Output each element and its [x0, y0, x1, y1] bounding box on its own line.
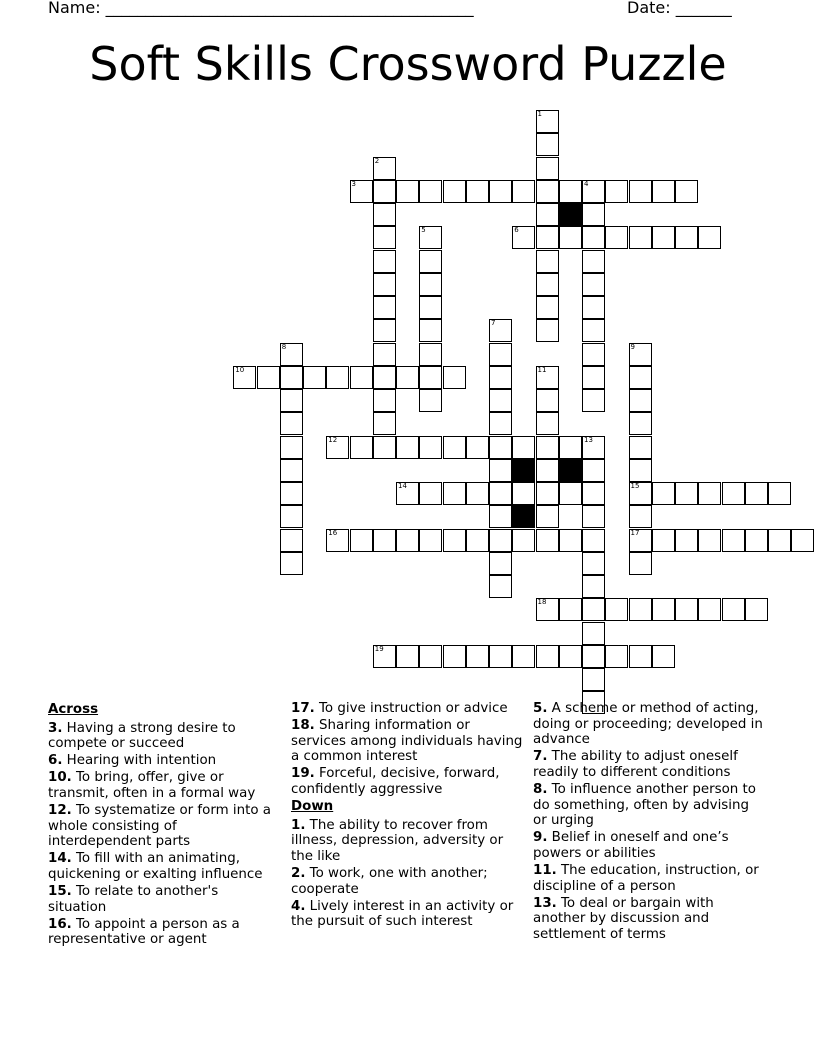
grid-cell[interactable]: [489, 180, 512, 203]
clue-text: Hearing with intention: [66, 753, 217, 769]
grid-cell[interactable]: [257, 366, 280, 389]
clues-column-2: [291, 701, 527, 931]
clue-text: To appoint a person as a representative or agent: [48, 916, 240, 948]
grid-cell[interactable]: [280, 505, 303, 528]
grid-cell[interactable]: [582, 622, 605, 645]
grid-cell[interactable]: [536, 226, 559, 249]
clue-across-6: [48, 753, 278, 769]
grid-cell[interactable]: [443, 366, 466, 389]
grid-cell[interactable]: [675, 529, 698, 552]
grid-cell[interactable]: [419, 319, 442, 342]
grid-cell[interactable]: [536, 482, 559, 505]
page-title: Soft Skills Crossword Puzzle: [89, 37, 727, 91]
grid-cell[interactable]: [489, 389, 512, 412]
clue-number: 9.: [533, 830, 548, 846]
grid-cell[interactable]: [559, 598, 582, 621]
grid-cell[interactable]: [373, 412, 396, 435]
grid-cell[interactable]: [443, 482, 466, 505]
clue-number: 19.: [291, 766, 315, 782]
grid-cell[interactable]: [373, 203, 396, 226]
clue-number: 16.: [48, 916, 72, 932]
grid-cell[interactable]: [582, 668, 605, 691]
clue-number-label: 19: [374, 644, 384, 653]
clue-number-label: 8: [281, 342, 287, 351]
grid-cell[interactable]: [443, 529, 466, 552]
grid-cell[interactable]: [629, 645, 652, 668]
grid-cell[interactable]: [350, 529, 373, 552]
grid-cell[interactable]: [373, 273, 396, 296]
clue-down-13: [533, 896, 765, 943]
clue-number: 10.: [48, 770, 72, 786]
down-heading: Down: [291, 799, 334, 815]
grid-cell[interactable]: [536, 412, 559, 435]
grid-cell[interactable]: [373, 180, 396, 203]
grid-cell[interactable]: [280, 459, 303, 482]
grid-cell[interactable]: [536, 180, 559, 203]
grid-cell[interactable]: [489, 645, 512, 668]
grid-cell[interactable]: [536, 598, 559, 621]
grid-cell[interactable]: [489, 366, 512, 389]
grid-cell[interactable]: [582, 459, 605, 482]
grid-cell[interactable]: [698, 598, 721, 621]
grid-cell[interactable]: [512, 180, 535, 203]
grid-cell[interactable]: [722, 598, 745, 621]
grid-cell[interactable]: [489, 529, 512, 552]
clue-text: To relate to another's situation: [48, 884, 219, 915]
clue-number: 1.: [291, 817, 306, 833]
clue-across-10: [48, 770, 278, 801]
grid-cell[interactable]: [536, 273, 559, 296]
clue-number-label: 5: [421, 226, 426, 235]
clue-text: Lively interest in an activity or the pursuit of such interest: [291, 898, 514, 930]
clue-number-label: 13: [584, 435, 593, 444]
grid-cell[interactable]: [745, 482, 768, 505]
clue-number-label: 7: [491, 319, 496, 328]
grid-cell[interactable]: [280, 482, 303, 505]
clue-across-19: [291, 766, 527, 797]
grid-cell[interactable]: [419, 296, 442, 319]
blocked-cell: [559, 459, 582, 482]
across-heading: Across: [48, 702, 99, 717]
grid-cell[interactable]: [629, 505, 652, 528]
grid-cell[interactable]: [280, 389, 303, 412]
grid-cell[interactable]: [698, 482, 721, 505]
grid-cell[interactable]: [582, 180, 605, 203]
grid-cell[interactable]: [582, 319, 605, 342]
grid-cell[interactable]: [722, 482, 745, 505]
clue-text: Forceful, decisive, forward, confidently aggressive: [291, 766, 500, 797]
grid-cell[interactable]: [629, 226, 652, 249]
clue-across-14: [48, 851, 278, 882]
clue-number-label: 10: [235, 365, 245, 374]
clue-number: 11.: [533, 862, 557, 878]
grid-cell[interactable]: [419, 482, 442, 505]
grid-cell[interactable]: [768, 482, 791, 505]
clue-text: To bring, offer, give or transmit, often in a formal way: [48, 770, 256, 801]
grid-cell[interactable]: [652, 598, 675, 621]
grid-cell[interactable]: [582, 296, 605, 319]
grid-cell[interactable]: [443, 436, 466, 459]
clue-down-4: [291, 899, 527, 930]
grid-cell[interactable]: [419, 180, 442, 203]
grid-cell[interactable]: [582, 436, 605, 459]
grid-cell[interactable]: [419, 366, 442, 389]
grid-cell[interactable]: [629, 436, 652, 459]
grid-cell[interactable]: [419, 529, 442, 552]
grid-cell[interactable]: [605, 180, 628, 203]
grid-cell[interactable]: [466, 436, 489, 459]
grid-cell[interactable]: [722, 529, 745, 552]
clue-number-label: 3: [351, 179, 356, 188]
grid-cell[interactable]: [280, 412, 303, 435]
grid-cell[interactable]: [629, 482, 652, 505]
grid-cell[interactable]: [629, 459, 652, 482]
grid-cell[interactable]: [559, 482, 582, 505]
clue-number: 8.: [533, 781, 548, 797]
grid-cell[interactable]: [466, 482, 489, 505]
grid-cell[interactable]: [536, 203, 559, 226]
clue-number: 13.: [533, 895, 557, 911]
grid-cell[interactable]: [675, 180, 698, 203]
grid-cell[interactable]: [582, 505, 605, 528]
grid-cell[interactable]: [419, 226, 442, 249]
grid-cell[interactable]: [536, 319, 559, 342]
grid-cell[interactable]: [559, 529, 582, 552]
grid-cell[interactable]: [536, 110, 559, 133]
grid-cell[interactable]: [373, 389, 396, 412]
grid-cell[interactable]: [350, 366, 373, 389]
grid-cell[interactable]: [745, 529, 768, 552]
clue-text: The ability to recover from illness, depression, adversity or the like: [291, 817, 504, 864]
clue-number-label: 9: [630, 342, 635, 351]
grid-cell[interactable]: [582, 226, 605, 249]
clue-text: Sharing information or services among individuals having a common interest: [291, 718, 523, 765]
grid-cell[interactable]: [559, 226, 582, 249]
grid-cell[interactable]: [419, 389, 442, 412]
clue-number: 5.: [533, 701, 548, 716]
grid-cell[interactable]: [280, 343, 303, 366]
clue-number: 18.: [291, 718, 315, 734]
grid-cell[interactable]: [280, 436, 303, 459]
clue-across-3: [48, 721, 278, 752]
grid-cell[interactable]: [489, 482, 512, 505]
grid-cell[interactable]: [326, 529, 349, 552]
grid-cell[interactable]: [629, 389, 652, 412]
grid-cell[interactable]: [303, 366, 326, 389]
grid-cell[interactable]: [512, 645, 535, 668]
grid-cell[interactable]: [536, 529, 559, 552]
grid-cell[interactable]: [373, 366, 396, 389]
grid-cell[interactable]: [675, 482, 698, 505]
grid-cell[interactable]: [629, 412, 652, 435]
grid-cell[interactable]: [582, 552, 605, 575]
clue-number: 15.: [48, 884, 72, 900]
grid-cell[interactable]: [629, 529, 652, 552]
grid-cell[interactable]: [698, 226, 721, 249]
clue-down-5: [533, 701, 765, 748]
grid-cell[interactable]: [536, 436, 559, 459]
grid-cell[interactable]: [373, 226, 396, 249]
grid-cell[interactable]: [536, 366, 559, 389]
clue-across-17: [291, 701, 527, 717]
clue-down-8: [533, 782, 765, 829]
grid-cell[interactable]: [419, 343, 442, 366]
clue-number: 14.: [48, 851, 72, 867]
grid-cell[interactable]: [489, 505, 512, 528]
clue-text: To deal or bargain with another by discussion and settlement of terms: [533, 895, 714, 942]
clue-number: 6.: [48, 753, 63, 769]
grid-cell[interactable]: [582, 366, 605, 389]
grid-cell[interactable]: [396, 645, 419, 668]
grid-cell[interactable]: [512, 226, 535, 249]
grid-cell[interactable]: [489, 575, 512, 598]
grid-cell[interactable]: [489, 319, 512, 342]
clue-down-7: [533, 749, 765, 780]
grid-cell[interactable]: [536, 645, 559, 668]
clue-text: A scheme or method of acting, doing or proceeding; developed in advance: [533, 701, 763, 748]
clue-number: 3.: [48, 720, 63, 736]
grid-cell[interactable]: [373, 436, 396, 459]
grid-cell[interactable]: [419, 273, 442, 296]
grid-cell[interactable]: [443, 180, 466, 203]
grid-cell[interactable]: [489, 412, 512, 435]
grid-cell[interactable]: [396, 180, 419, 203]
grid-cell[interactable]: [536, 157, 559, 180]
grid-cell[interactable]: [629, 552, 652, 575]
grid-cell[interactable]: [652, 226, 675, 249]
clue-number: 2.: [291, 865, 306, 881]
clues-column-1: [48, 701, 278, 949]
grid-cell[interactable]: [489, 343, 512, 366]
grid-cell[interactable]: [512, 529, 535, 552]
grid-cell[interactable]: [605, 645, 628, 668]
clue-number-label: 15: [630, 482, 640, 490]
grid-cell[interactable]: [629, 366, 652, 389]
grid-cell[interactable]: [373, 296, 396, 319]
grid-cell[interactable]: [582, 250, 605, 273]
clue-number-label: 18: [537, 598, 547, 607]
grid-cell[interactable]: [536, 133, 559, 156]
grid-cell[interactable]: [396, 529, 419, 552]
clue-number: 4.: [291, 898, 306, 914]
grid-cell[interactable]: [350, 436, 373, 459]
clue-number-label: 1: [537, 110, 542, 118]
grid-cell[interactable]: [373, 529, 396, 552]
grid-cell[interactable]: [536, 296, 559, 319]
clues-column-3: [533, 701, 765, 944]
grid-cell[interactable]: [280, 366, 303, 389]
grid-cell[interactable]: [629, 598, 652, 621]
grid-cell[interactable]: [605, 598, 628, 621]
grid-cell[interactable]: [536, 250, 559, 273]
clue-number-label: 16: [328, 528, 338, 537]
grid-cell[interactable]: [652, 645, 675, 668]
blocked-cell: [559, 203, 582, 226]
grid-cell[interactable]: [536, 389, 559, 412]
grid-cell[interactable]: [652, 529, 675, 552]
grid-cell[interactable]: [489, 552, 512, 575]
grid-cell[interactable]: [466, 180, 489, 203]
grid-cell[interactable]: [675, 226, 698, 249]
grid-cell[interactable]: [559, 436, 582, 459]
grid-cell[interactable]: [536, 459, 559, 482]
grid-cell[interactable]: [675, 598, 698, 621]
clue-across-18: [291, 718, 527, 765]
clue-across-16: [48, 917, 278, 948]
clue-text: To influence another person to do something, often by advising or urging: [533, 781, 756, 829]
grid-cell[interactable]: [373, 157, 396, 180]
clue-number: 17.: [291, 701, 315, 716]
grid-cell[interactable]: [582, 273, 605, 296]
clue-down-11: [533, 863, 765, 894]
grid-cell[interactable]: [489, 459, 512, 482]
grid-cell[interactable]: [280, 552, 303, 575]
grid-cell[interactable]: [373, 343, 396, 366]
grid-cell[interactable]: [652, 180, 675, 203]
grid-cell[interactable]: [582, 529, 605, 552]
grid-cell[interactable]: [373, 319, 396, 342]
grid-cell[interactable]: [582, 343, 605, 366]
clue-across-15: [48, 884, 278, 915]
clue-number-label: 2: [374, 156, 380, 165]
grid-cell[interactable]: [233, 366, 256, 389]
clue-number: 12.: [48, 803, 72, 819]
grid-cell[interactable]: [791, 529, 814, 552]
clue-number-label: 17: [630, 528, 640, 537]
clue-text: To work, one with another; cooperate: [291, 865, 488, 897]
clue-text: To give instruction or advice: [319, 701, 508, 716]
grid-cell[interactable]: [768, 529, 791, 552]
clue-down-9: [533, 830, 765, 861]
grid-cell[interactable]: [536, 505, 559, 528]
clue-number-label: 14: [398, 482, 407, 490]
grid-cell[interactable]: [419, 645, 442, 668]
grid-cell[interactable]: [582, 482, 605, 505]
clue-text: The ability to adjust oneself readily to different conditions: [533, 749, 738, 780]
grid-cell[interactable]: [443, 645, 466, 668]
grid-cell[interactable]: [745, 598, 768, 621]
clue-number-label: 12: [328, 435, 338, 444]
clue-down-1: [291, 818, 527, 865]
clue-number-label: 4: [584, 179, 589, 188]
grid-cell[interactable]: [373, 645, 396, 668]
blocked-cell: [512, 505, 535, 528]
name-field-label: Name: ______________________________________________: [48, 0, 474, 17]
grid-cell[interactable]: [419, 436, 442, 459]
grid-cell[interactable]: [396, 436, 419, 459]
grid-cell[interactable]: [559, 645, 582, 668]
clue-across-12: [48, 803, 278, 850]
grid-cell[interactable]: [582, 598, 605, 621]
blocked-cell: [512, 459, 535, 482]
grid-cell[interactable]: [396, 366, 419, 389]
grid-cell[interactable]: [629, 343, 652, 366]
grid-cell[interactable]: [582, 389, 605, 412]
grid-cell[interactable]: [466, 645, 489, 668]
grid-cell[interactable]: [466, 529, 489, 552]
clue-number-label: 6: [514, 226, 519, 235]
grid-cell[interactable]: [652, 482, 675, 505]
grid-cell[interactable]: [373, 250, 396, 273]
grid-cell[interactable]: [605, 226, 628, 249]
grid-cell[interactable]: [582, 645, 605, 668]
date-field-label: Date: _______: [627, 0, 732, 17]
grid-cell[interactable]: [350, 180, 373, 203]
grid-cell[interactable]: [419, 250, 442, 273]
clue-number-label: 11: [537, 365, 547, 374]
grid-cell[interactable]: [326, 366, 349, 389]
clue-text: To fill with an animating, quickening or exalting influence: [48, 851, 263, 882]
grid-cell[interactable]: [326, 436, 349, 459]
grid-cell[interactable]: [396, 482, 419, 505]
clue-text: To systematize or form into a whole consisting of interdependent parts: [48, 803, 272, 850]
clue-text: Having a strong desire to compete or succeed: [48, 720, 236, 752]
grid-cell[interactable]: [582, 203, 605, 226]
grid-cell[interactable]: [698, 529, 721, 552]
grid-cell[interactable]: [280, 529, 303, 552]
grid-cell[interactable]: [629, 180, 652, 203]
clue-text: Belief in oneself and one’s powers or abilities: [533, 830, 729, 861]
grid-cell[interactable]: [559, 180, 582, 203]
grid-cell[interactable]: [489, 436, 512, 459]
grid-cell[interactable]: [582, 575, 605, 598]
grid-cell[interactable]: [512, 482, 535, 505]
clue-down-2: [291, 866, 527, 897]
clue-text: The education, instruction, or discipline of a person: [533, 862, 759, 894]
grid-cell[interactable]: [512, 436, 535, 459]
clue-number: 7.: [533, 749, 548, 765]
